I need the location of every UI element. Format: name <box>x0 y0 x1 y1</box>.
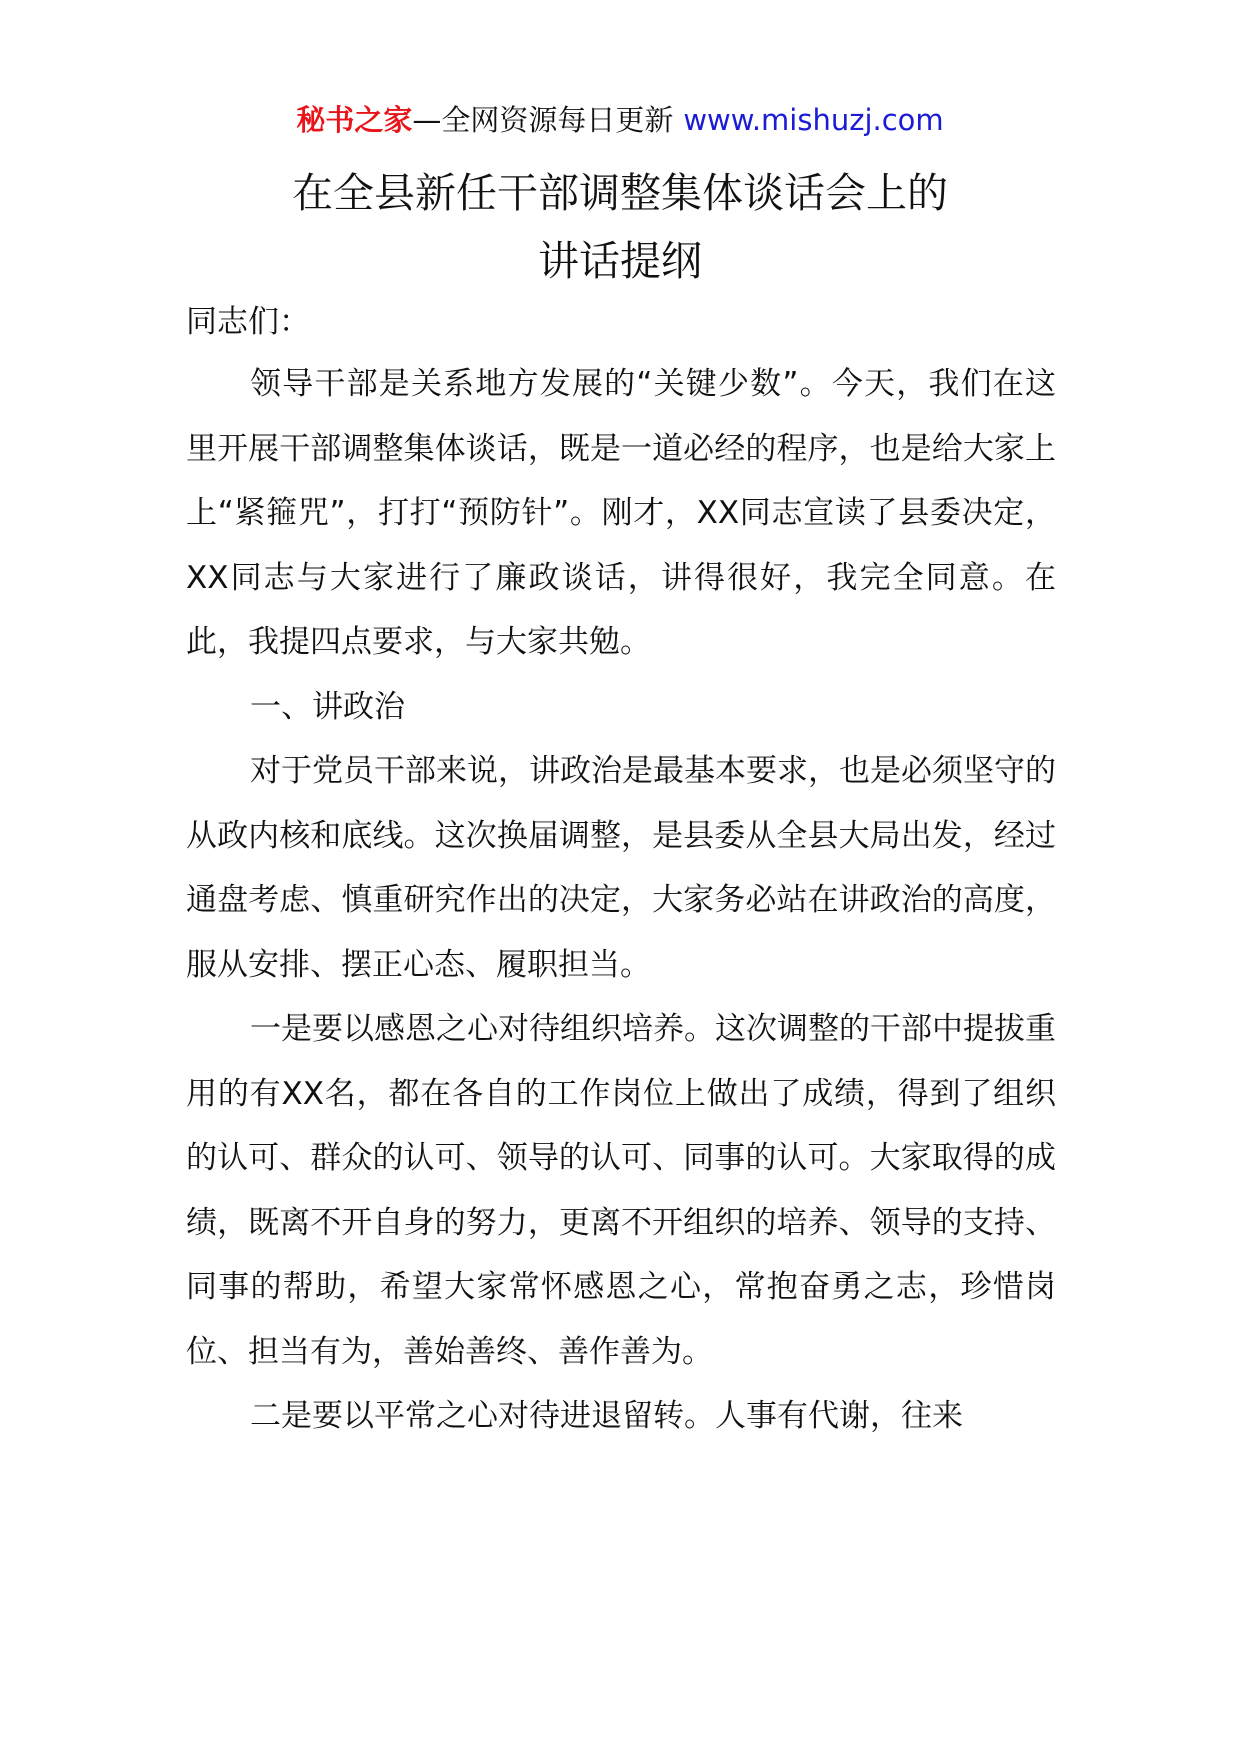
website-link[interactable]: www.mishuzj.com <box>683 103 944 137</box>
document-title-line-1: 在全县新任干部调整集体谈话会上的 <box>292 169 948 217</box>
paragraph-intro: 领导干部是关系地方发展的“关键少数”。今天，我们在这里开展干部调整集体谈话，既是一道必经的程序，也是给大家上上“紧箍咒”，打打“预防针”。刚才，XX同志宣读了县委决定，XX同志与大家进行了廉政谈话，讲得很好，我完全同意。在此，我提四点要求，与大家共勉。 <box>186 366 1056 660</box>
paragraph-gratitude: 一是要以感恩之心对待组织培养。这次调整的干部中提拔重用的有XX名，都在各自的工作岗位上做出了成绩，得到了组织的认可、群众的认可、领导的认可、同事的认可。大家取得的成绩，既离不开自身的努力，更离不开组织的培养、领导的支持、同事的帮助，希望大家常怀感恩之心，常抱奋勇之志，珍惜岗位、担当有为，善始善终、善作善为。 <box>186 1011 1056 1370</box>
section-heading: 一、讲政治 <box>250 688 405 725</box>
paragraph-composure: 二是要以平常之心对待进退留转。人事有代谢，往来 <box>250 1398 963 1434</box>
document-title-line-2: 讲话提纲 <box>538 237 702 285</box>
banner-tagline: —全网资源每日更新 <box>412 103 674 137</box>
site-banner <box>0 100 1240 140</box>
paragraph-politics: 对于党员干部来说，讲政治是最基本要求，也是必须坚守的从政内核和底线。这次换届调整，是县委从全县大局出发，经过通盘考虑、慎重研究作出的决定，大家务必站在讲政治的高度，服从安排、摆正心态、履职担当。 <box>186 753 1056 983</box>
salutation: 同志们： <box>186 304 310 340</box>
document-body <box>186 352 1056 1449</box>
brand-name: 秘书之家 <box>296 103 413 137</box>
